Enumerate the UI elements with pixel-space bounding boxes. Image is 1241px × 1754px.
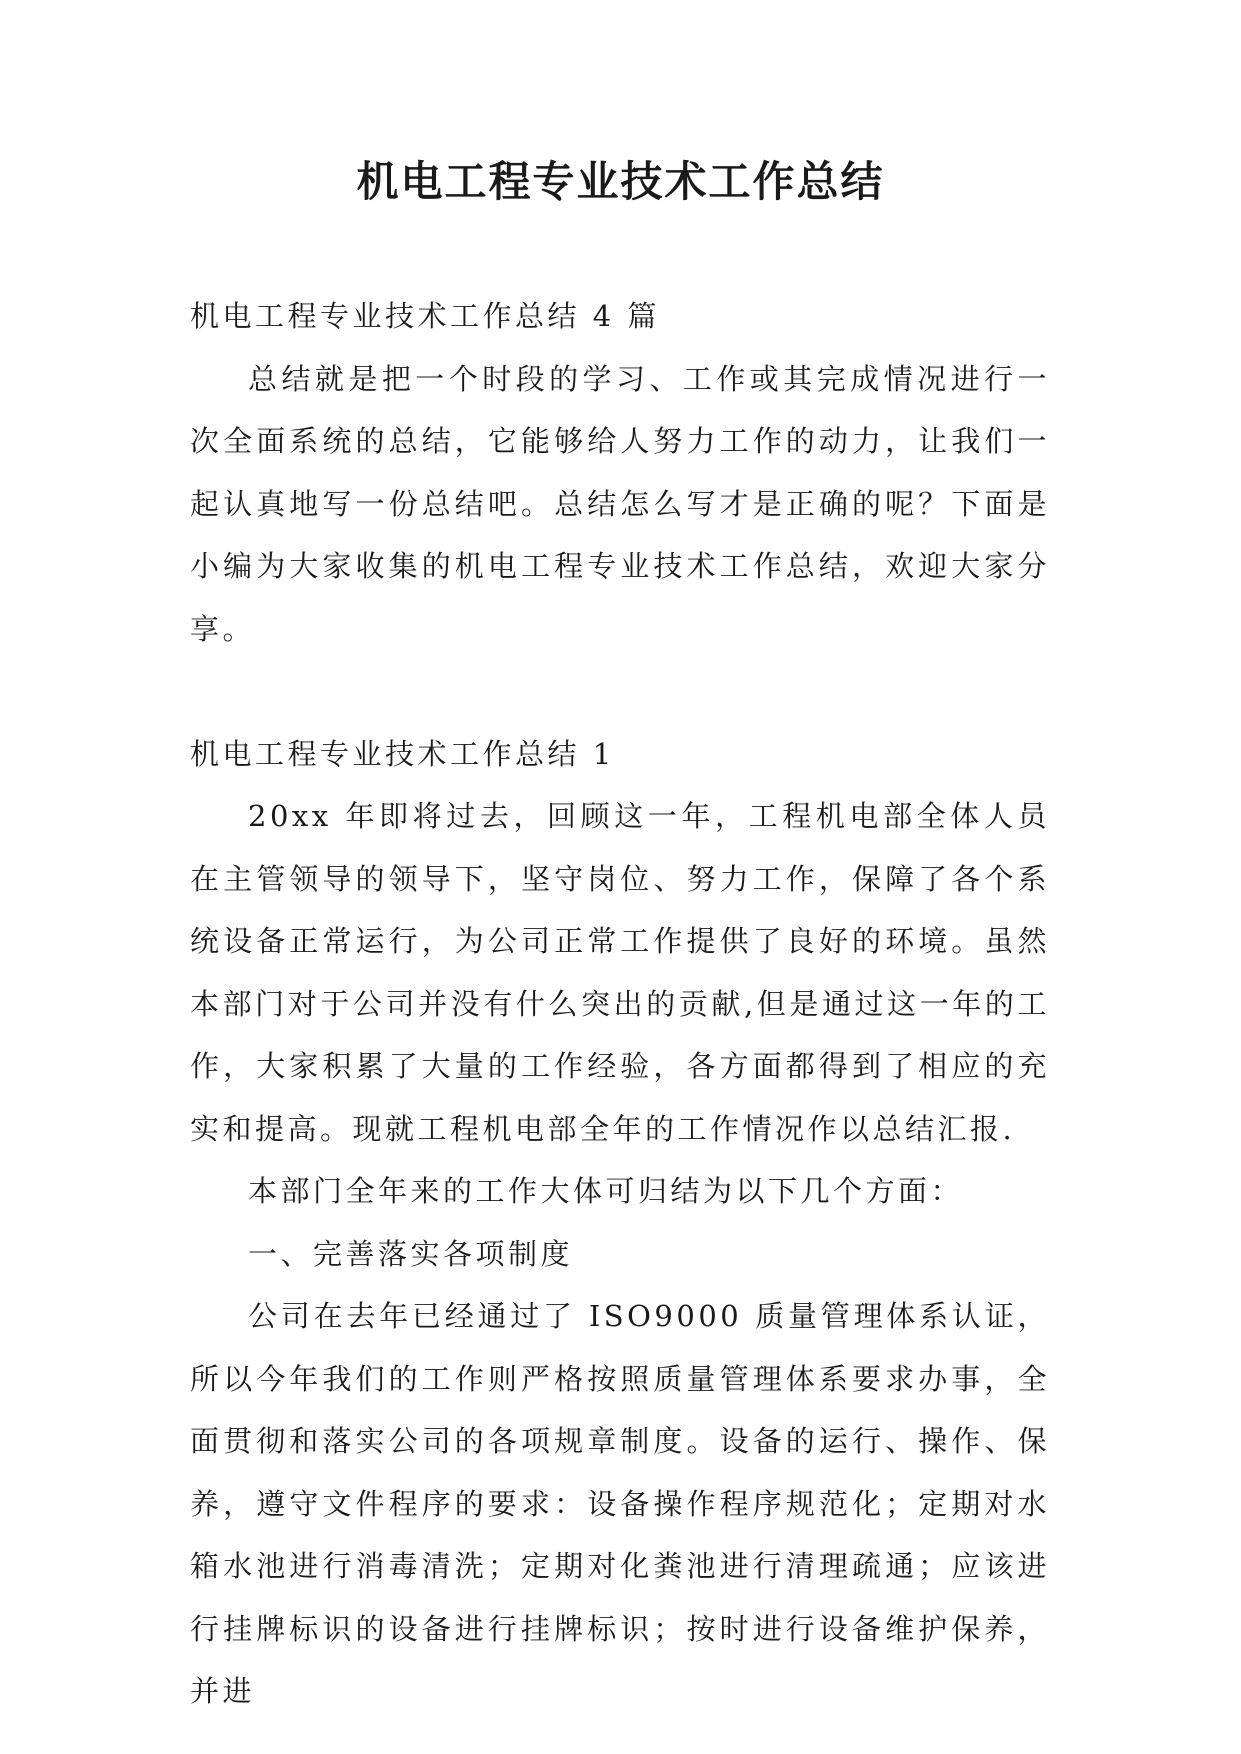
document-body xyxy=(190,285,1050,1723)
part1-heading: 机电工程专业技术工作总结 1 xyxy=(190,736,615,771)
part1-subheading: 一、完善落实各项制度 xyxy=(248,1236,574,1271)
section-heading: 机电工程专业技术工作总结 4 篇 xyxy=(190,299,660,333)
part1-paragraph-3: 公司在去年已经通过了 ISO9000 质量管理体系认证，所以今年我们的工作则严格按照质量管理体系要求办事，全面贯彻和落实公司的各项规章制度。设备的运行、操作、保养，遵守文件程序的要求：设备操作程序规范化；定期对水箱水池进行消毒清洗；定期对化粪池进行清理疏通；应该进行挂牌标识的设备进行挂牌标识；按时进行设备维护保养，并进 xyxy=(190,1299,1050,1708)
document-title: 机电工程专业技术工作总结 xyxy=(356,157,885,206)
part1-paragraph-2: 本部门全年来的工作大体可归结为以下几个方面： xyxy=(248,1174,964,1208)
paragraph-gap xyxy=(190,660,1050,723)
part1-paragraph-1: 20xx 年即将过去，回顾这一年，工程机电部全体人员在主管领导的领导下，坚守岗位、努力工作，保障了各个系统设备正常运行，为公司正常工作提供了良好的环境。虽然本部门对于公司并没有什么突出的贡献,但是通过这一年的工作，大家积累了大量的工作经验，各方面都得到了相应的充实和提高。现就工程机电部全年的工作情况作以总结汇报. xyxy=(190,799,1050,1146)
intro-paragraph: 总结就是把一个时段的学习、工作或其完成情况进行一次全面系统的总结，它能够给人努力工作的动力，让我们一起认真地写一份总结吧。总结怎么写才是正确的呢？下面是小编为大家收集的机电工程专业技术工作总结，欢迎大家分享。 xyxy=(190,361,1050,646)
